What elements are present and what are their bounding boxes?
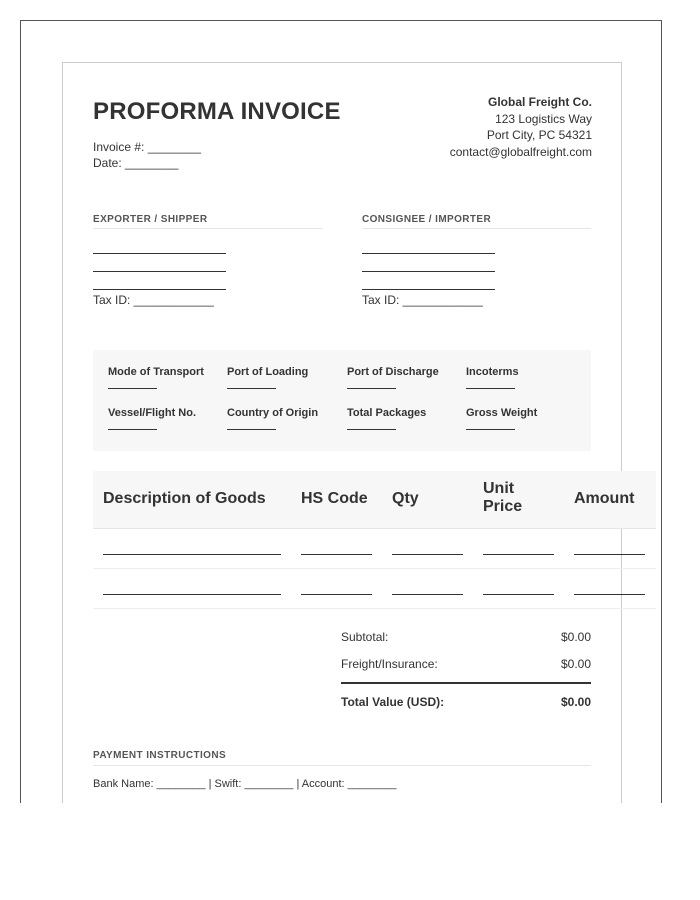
company-name: Global Freight Co.: [488, 95, 592, 109]
goods-table: [93, 471, 656, 609]
company-address-line2: Port City, PC 54321: [486, 128, 592, 142]
consignee-line: [362, 276, 495, 290]
field-label: Mode of Transport: [108, 366, 204, 378]
field-label: Total Packages: [347, 407, 427, 419]
field-blank: [466, 419, 515, 430]
exporter-section: [93, 214, 322, 307]
field-blank: [108, 419, 157, 430]
shipping-field: [108, 407, 196, 430]
payment-heading: PAYMENT INSTRUCTIONS: [93, 750, 591, 766]
consignee-heading: CONSIGNEE / IMPORTER: [362, 214, 591, 229]
exporter-tax-id: Tax ID: ____________: [93, 293, 214, 307]
freight-label: Freight/Insurance:: [341, 657, 438, 671]
cell-blank: [574, 554, 645, 555]
shipping-field: [227, 366, 308, 389]
field-label: Port of Discharge: [347, 366, 439, 378]
shipping-field: [347, 407, 426, 430]
field-label: Gross Weight: [466, 407, 538, 419]
invoice-paper: [62, 62, 635, 803]
payment-section: [93, 750, 591, 790]
field-blank: [347, 378, 396, 389]
totals-section: [341, 630, 591, 719]
invoice-title: PROFORMA INVOICE: [93, 98, 341, 125]
col-header-amount: Amount: [574, 490, 635, 507]
cell-blank: [392, 554, 463, 555]
exporter-line: [93, 258, 226, 272]
freight-value: $0.00: [560, 657, 591, 671]
payment-details: Bank Name: ________ | Swift: ________ | Account: ________: [93, 778, 397, 790]
table-row: [93, 569, 656, 609]
field-label: Country of Origin: [227, 407, 319, 419]
field-blank: [227, 419, 276, 430]
field-blank: [466, 378, 515, 389]
cell-blank: [483, 554, 554, 555]
shipping-field: [227, 407, 318, 430]
shipping-field: [466, 366, 519, 389]
field-label: Vessel/Flight No.: [108, 407, 197, 419]
col-header-unit-price: Unit Price: [483, 480, 523, 515]
exporter-line: [93, 240, 226, 254]
consignee-section: [362, 214, 591, 307]
exporter-line: [93, 276, 226, 290]
field-blank: [108, 378, 157, 389]
col-header-description: Description of Goods: [103, 490, 266, 507]
exporter-heading: EXPORTER / SHIPPER: [93, 214, 322, 229]
invoice-date: Date: ________: [93, 156, 179, 170]
total-label: Total Value (USD):: [341, 695, 445, 709]
consignee-tax-id: Tax ID: ____________: [362, 293, 483, 307]
cell-blank: [301, 594, 372, 595]
cell-blank: [103, 554, 281, 555]
page-frame: [20, 20, 662, 803]
cell-blank: [483, 594, 554, 595]
field-blank: [347, 419, 396, 430]
cell-blank: [301, 554, 372, 555]
consignee-line: [362, 258, 495, 272]
col-header-qty: Qty: [392, 490, 419, 507]
cell-blank: [574, 594, 645, 595]
cell-blank: [392, 594, 463, 595]
goods-table-header: [93, 471, 656, 529]
freight-row: [341, 657, 591, 684]
shipping-field: [347, 366, 439, 389]
total-value: $0.00: [560, 695, 591, 709]
subtotal-row: [341, 630, 591, 657]
invoice-number: Invoice #: ________: [93, 140, 202, 154]
field-label: Port of Loading: [227, 366, 309, 378]
subtotal-value: $0.00: [560, 630, 591, 644]
shipping-field: [466, 407, 537, 430]
field-blank: [227, 378, 276, 389]
company-email: contact@globalfreight.com: [449, 144, 592, 159]
company-info: [450, 94, 592, 160]
field-label: Incoterms: [466, 366, 519, 378]
table-row: [93, 529, 656, 569]
subtotal-label: Subtotal:: [341, 630, 389, 644]
cell-blank: [103, 594, 281, 595]
shipping-field: [108, 366, 204, 389]
consignee-line: [362, 240, 495, 254]
col-header-hs-code: HS Code: [301, 490, 368, 507]
company-address-line1: 123 Logistics Way: [495, 111, 592, 126]
shipping-details-box: [93, 350, 591, 451]
total-row: [341, 695, 591, 719]
